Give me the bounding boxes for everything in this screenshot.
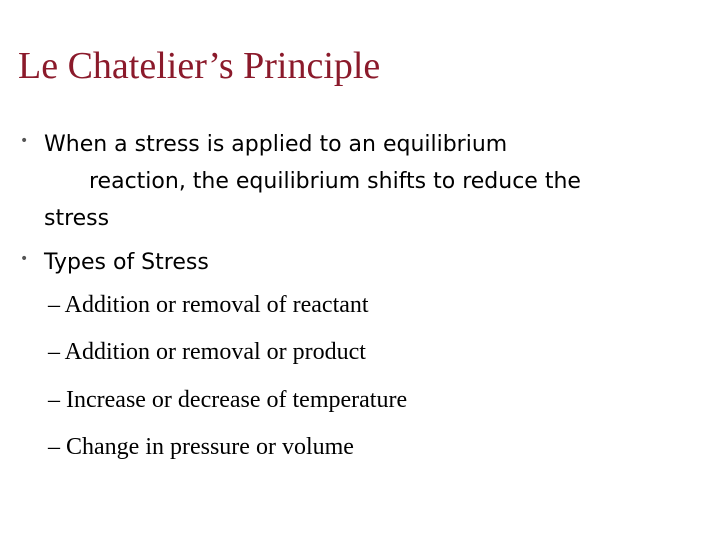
bullet-line: When a stress is applied to an equilibrium	[44, 132, 508, 157]
bullet-text	[44, 126, 700, 237]
bullet-line: stress	[44, 206, 110, 231]
bullet-text	[44, 244, 700, 281]
bullet-line: reaction, the equilibrium shifts to reduce the	[89, 169, 581, 194]
bullet-item	[20, 244, 700, 281]
bullet-marker: •	[20, 133, 29, 149]
sub-bullet-item: – Change in pressure or volume	[48, 434, 354, 460]
sub-bullet-item: – Addition or removal or product	[48, 339, 366, 365]
slide-title: Le Chatelier’s Principle	[18, 45, 381, 87]
bullet-marker: •	[20, 251, 29, 267]
bullet-item	[20, 126, 700, 237]
sub-bullet-item: – Addition or removal of reactant	[48, 292, 369, 318]
sub-bullet-item: – Increase or decrease of temperature	[48, 387, 408, 413]
bullet-line: Types of Stress	[44, 250, 209, 275]
